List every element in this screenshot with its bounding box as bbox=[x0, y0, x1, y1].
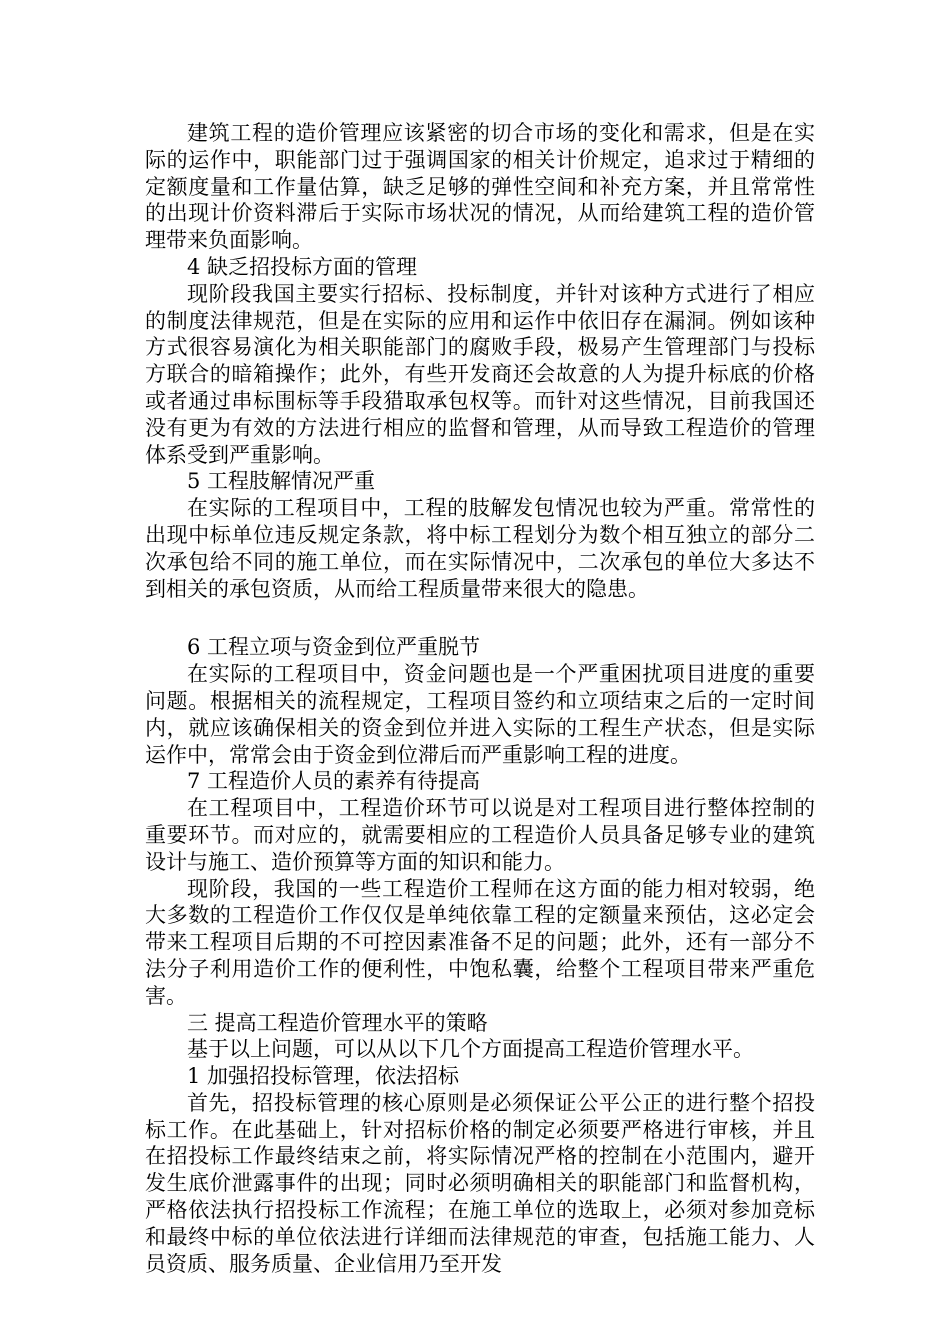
paragraph-cost-control-role: 在工程项目中，工程造价环节可以说是对工程项目进行整体控制的重要环节。而对应的，就需要相应的工程造价人员具备足够专业的建筑设计与施工、造价预算等方面的知识和能力。 bbox=[145, 796, 815, 874]
heading-staff-quality: 7 工程造价人员的素养有待提高 bbox=[187, 769, 481, 794]
paragraph-strategies-intro: 基于以上问题，可以从以下几个方面提高工程造价管理水平。 bbox=[187, 1037, 754, 1062]
heading-bidding-management: 4 缺乏招投标方面的管理 bbox=[187, 254, 418, 279]
heading-improvement-strategies: 三 提高工程造价管理水平的策略 bbox=[187, 1010, 488, 1035]
paragraph-funding-delay: 在实际的工程项目中，资金问题也是一个严重困扰项目进度的重要问题。根据相关的流程规定，工程项目签约和立项结束之后的一定时间内，就应该确保相关的资金到位并进入实际的工程生产状态，但是实际运作中，常常会由于资金到位滞后而严重影响工程的进度。 bbox=[145, 662, 815, 767]
paragraph-gap bbox=[145, 602, 815, 634]
paragraph-staff-weakness: 现阶段，我国的一些工程造价工程师在这方面的能力相对较弱，绝大多数的工程造价工作仅仅是单纯依靠工程的定额量来预估，这必定会带来工程项目后期的不可控因素准备不足的问题；此外，还有一部分不法分子利用造价工作的便利性，中饱私囊，给整个工程项目带来严重危害。 bbox=[145, 876, 815, 1008]
paragraph-market-pricing: 建筑工程的造价管理应该紧密的切合市场的变化和需求，但是在实际的运作中，职能部门过于强调国家的相关计价规定，追求过于精细的定额度量和工作量估算，缺乏足够的弹性空间和补充方案，并且常常性的出现计价资料滞后于实际市场状况的情况，从而给建筑工程的造价管理带来负面影响。 bbox=[145, 121, 815, 253]
heading-funding-gap: 6 工程立项与资金到位严重脱节 bbox=[187, 635, 481, 660]
heading-project-dismemberment: 5 工程肢解情况严重 bbox=[187, 469, 376, 494]
heading-strengthen-bidding: 1 加强招投标管理，依法招标 bbox=[187, 1064, 460, 1089]
document-page bbox=[145, 120, 815, 1277]
paragraph-subcontracting: 在实际的工程项目中，工程的肢解发包情况也较为严重。常常性的出现中标单位违反规定条款，将中标工程划分为数个相互独立的部分二次承包给不同的施工单位，而在实际情况中，二次承包的单位大多达不到相关的承包资质，从而给工程质量带来很大的隐患。 bbox=[145, 496, 815, 601]
paragraph-fair-bidding: 首先，招投标管理的核心原则是必须保证公平公正的进行整个招投标工作。在此基础上，针对招标价格的制定必须要严格进行审核，并且在招投标工作最终结束之前，将实际情况严格的控制在小范围内，避开发生底价泄露事件的出现；同时必须明确相关的职能部门和监督机构，严格依法执行招投标工作流程；在施工单位的选取上，必须对参加竞标和最终中标的单位依法进行详细而法律规范的审查，包括施工能力、人员资质、服务质量、企业信用乃至开发 bbox=[145, 1090, 815, 1276]
paragraph-bidding-loopholes: 现阶段我国主要实行招标、投标制度，并针对该种方式进行了相应的制度法律规范，但是在实际的应用和运作中依旧存在漏洞。例如该种方式很容易演化为相关职能部门的腐败手段，极易产生管理部门与投标方联合的暗箱操作；此外，有些开发商还会故意的人为提升标底的价格或者通过串标围标等手段猎取承包权等。而针对这些情况，目前我国还没有更为有效的方法进行相应的监督和管理，从而导致工程造价的管理体系受到严重影响。 bbox=[145, 281, 815, 467]
